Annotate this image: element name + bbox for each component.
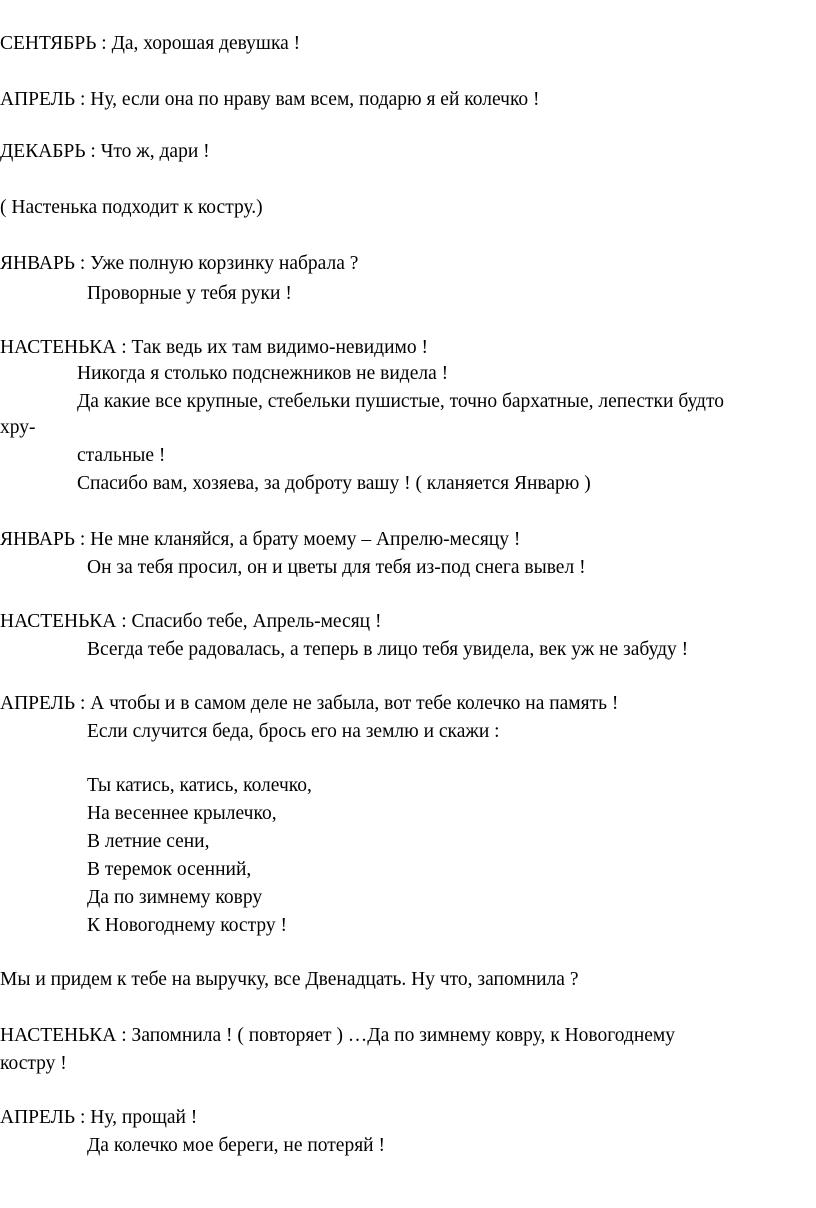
line-december: ДЕКАБРЬ : Что ж, дари !	[0, 141, 210, 162]
line-nastenka-1-cont-4: стальные !	[77, 445, 166, 466]
line-april-3: Мы и придем к тебе на выручку, все Двенадцать. Ну что, запомнила ?	[0, 969, 579, 990]
line-nastenka-2-cont: Всегда тебе радовалась, а теперь в лицо тебя увидела, век уж не забуду !	[87, 639, 689, 660]
verse-line-3: В летние сени,	[87, 831, 210, 852]
line-nastenka-1: НАСТЕНЬКА : Так ведь их там видимо-невидимо !	[0, 337, 428, 358]
line-april-2: АПРЕЛЬ : А чтобы и в самом деле не забыла, вот тебе колечко на память !	[0, 693, 619, 714]
line-nastenka-1-cont-5: Спасибо вам, хозяева, за доброту вашу ! ( кланяется Январю )	[77, 473, 591, 494]
line-january-1-cont: Проворные у тебя руки !	[87, 283, 292, 304]
line-nastenka-3: НАСТЕНЬКА : Запомнила ! ( повторяет ) …Да по зимнему ковру, к Новогоднему	[0, 1025, 676, 1046]
line-january-1: ЯНВАРЬ : Уже полную корзинку набрала ?	[0, 253, 359, 274]
stage-direction-1: ( Настенька подходит к костру.)	[0, 197, 263, 218]
line-nastenka-2: НАСТЕНЬКА : Спасибо тебе, Апрель-месяц !	[0, 611, 382, 632]
line-april-4: АПРЕЛЬ : Ну, прощай !	[0, 1107, 198, 1128]
line-september: СЕНТЯБРЬ : Да, хорошая девушка !	[0, 33, 301, 54]
line-nastenka-1-cont-2: Да какие все крупные, стебельки пушистые, точно бархатные, лепестки будто	[77, 391, 724, 412]
line-april-4-cont: Да колечко мое береги, не потеряй !	[87, 1135, 385, 1156]
line-nastenka-1-cont-1: Никогда я столько подснежников не видела !	[77, 363, 449, 384]
verse-line-6: К Новогоднему костру !	[87, 915, 287, 936]
line-nastenka-3-cont: костру !	[0, 1053, 67, 1074]
verse-line-1: Ты катись, катись, колечко,	[87, 775, 312, 796]
line-april-1: АПРЕЛЬ : Ну, если она по нраву вам всем, подарю я ей колечко !	[0, 89, 540, 110]
verse-line-4: В теремок осенний,	[87, 859, 252, 880]
line-nastenka-1-cont-3: хру-	[0, 417, 36, 438]
line-january-2-cont: Он за тебя просил, он и цветы для тебя из-под снега вывел !	[87, 557, 586, 578]
line-april-2-cont: Если случится беда, брось его на землю и скажи :	[87, 721, 500, 742]
verse-line-5: Да по зимнему ковру	[87, 887, 263, 908]
line-january-2: ЯНВАРЬ : Не мне кланяйся, а брату моему – Апрелю-месяцу !	[0, 529, 521, 550]
verse-line-2: На весеннее крылечко,	[87, 803, 277, 824]
